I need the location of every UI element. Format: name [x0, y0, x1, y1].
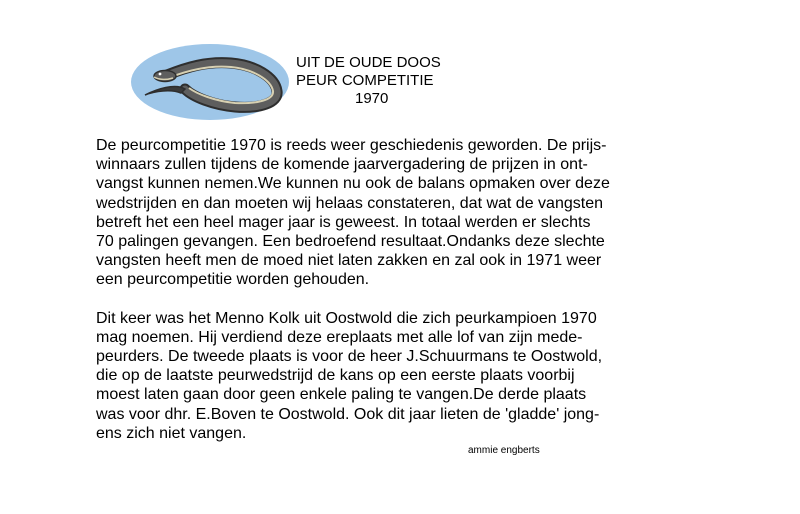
paragraph-line: peurders. De tweede plaats is voor de heer J.Schuurmans te Oostwold,	[96, 348, 603, 366]
paragraph-line: ens zich niet vangen.	[96, 424, 247, 442]
paragraph-line: vangst kunnen nemen.We kunnen nu ook de balans opmaken over deze	[96, 175, 610, 193]
header-line-1: UIT DE OUDE DOOS	[296, 54, 441, 71]
paragraph-line: moest laten gaan door geen enkele paling te vangen.De derde plaats	[96, 386, 587, 404]
article-body	[96, 136, 676, 443]
header-year: 1970	[355, 90, 389, 107]
eel-eye	[159, 73, 162, 76]
author-signature: ammie engberts	[468, 445, 540, 456]
paragraph-line: wedstrijden en dan moeten wij helaas constateren, dat wat de vangsten	[96, 194, 603, 212]
paragraph-line: mag noemen. Hij verdiend deze ereplaats met alle lof van zijn mede-	[96, 328, 583, 346]
paragraph-line: een peurcompetitie worden gehouden.	[96, 271, 370, 289]
eel-illustration	[127, 37, 292, 125]
header-line-2: PEUR COMPETITIE	[296, 72, 434, 89]
header-title	[296, 54, 536, 108]
paragraph-1	[96, 136, 676, 290]
paragraph-line: vangsten heeft men de moed niet laten zakken en zal ook in 1971 weer	[96, 252, 602, 270]
paragraph-line: was voor dhr. E.Boven te Oostwold. Ook dit jaar lieten de 'gladde' jong-	[96, 405, 600, 423]
eel-icon	[127, 37, 292, 125]
paragraph-line: winnaars zullen tijdens de komende jaarvergadering de prijzen in ont-	[96, 156, 588, 174]
paragraph-line: De peurcompetitie 1970 is reeds weer geschiedenis geworden. De prijs-	[96, 137, 607, 154]
paragraph-line: Dit keer was het Menno Kolk uit Oostwold die zich peurkampioen 1970	[96, 309, 597, 327]
paragraph-line: 70 palingen gevangen. Een bedroefend resultaat.Ondanks deze slechte	[96, 233, 605, 251]
paragraph-2	[96, 309, 676, 443]
paragraph-line: betreft het een heel mager jaar is geweest. In totaal werden er slechts	[96, 213, 591, 231]
paragraph-line: die op de laatste peurwedstrijd de kans op een eerste plaats voorbij	[96, 367, 575, 385]
